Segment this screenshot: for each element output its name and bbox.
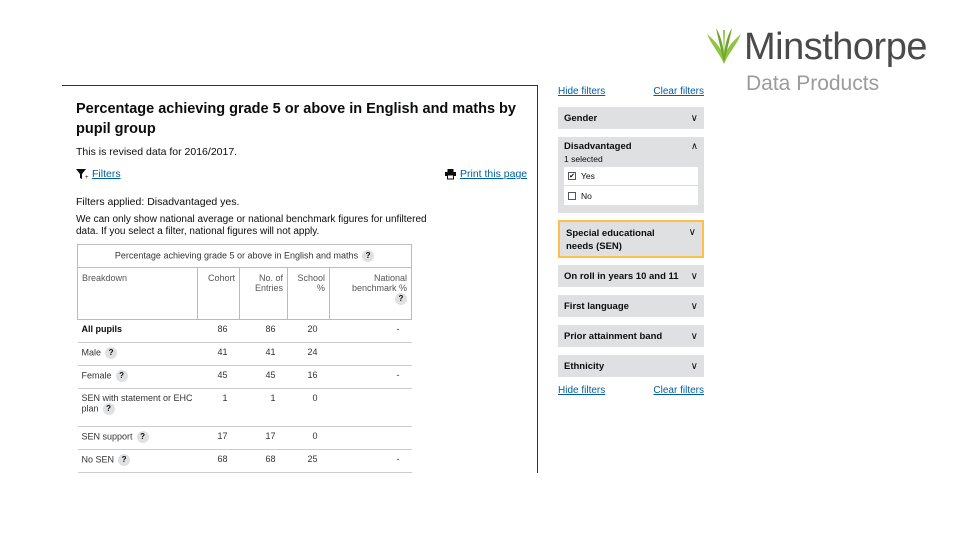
row-label-text: SEN with statement or EHC plan <box>81 393 193 414</box>
col-national-label: National benchmark % <box>351 273 407 293</box>
filter-sen[interactable] <box>558 220 704 258</box>
cell-school: 0 <box>288 389 330 427</box>
row-label-text: No SEN <box>81 454 115 465</box>
brand-sub: Data Products <box>746 72 880 95</box>
filter-ethnicity-label: Ethnicity <box>564 360 605 372</box>
row-label <box>78 366 198 389</box>
print-link-label: Print this page <box>460 168 528 180</box>
cell-cohort: 17 <box>198 427 240 450</box>
chevron-down-icon: ∨ <box>690 112 698 124</box>
help-icon[interactable]: ? <box>395 293 407 305</box>
cell-cohort: 68 <box>198 450 240 473</box>
hide-filters-link[interactable]: Hide filters <box>558 385 606 396</box>
cell-national: - <box>330 320 412 343</box>
col-school: School % <box>288 268 330 320</box>
chevron-down-icon: ∨ <box>688 227 696 238</box>
logo-leaf-icon <box>706 26 742 66</box>
brand-name: Minsthorpe <box>744 26 927 68</box>
row-label <box>78 389 198 427</box>
table-row <box>78 427 412 450</box>
table-row <box>78 389 412 427</box>
filters-link-label: Filters <box>92 168 121 180</box>
cell-school: 16 <box>288 366 330 389</box>
national-note: We can only show national average or national benchmark figures for unfiltered data. If you select a filter, national figures will not apply. <box>76 214 427 237</box>
checkbox-unchecked-icon[interactable] <box>568 192 576 200</box>
cell-entries: 68 <box>240 450 288 473</box>
row-label <box>78 450 198 473</box>
cell-school: 0 <box>288 427 330 450</box>
col-cohort: Cohort <box>198 268 240 320</box>
sidebar-links-bottom <box>558 385 704 396</box>
cell-entries: 17 <box>240 427 288 450</box>
filter-on-roll[interactable] <box>558 265 704 287</box>
row-label-text: Female <box>81 370 112 381</box>
filter-ethnicity[interactable] <box>558 355 704 377</box>
row-label <box>78 427 198 450</box>
chevron-down-icon: ∨ <box>690 360 698 372</box>
option-no-label: No <box>581 190 592 201</box>
cell-school: 25 <box>288 450 330 473</box>
cell-cohort: 45 <box>198 366 240 389</box>
filter-disadvantaged <box>558 137 704 213</box>
results-table <box>77 244 412 473</box>
help-icon[interactable]: ? <box>118 454 130 466</box>
chevron-up-icon: ∧ <box>691 141 698 152</box>
table-row <box>78 366 412 389</box>
filter-gender-label: Gender <box>564 112 598 124</box>
filter-prior-attainment[interactable] <box>558 325 704 347</box>
clear-filters-link[interactable]: Clear filters <box>653 385 704 396</box>
filter-gender[interactable] <box>558 107 704 129</box>
help-icon[interactable]: ? <box>137 431 149 443</box>
filters-link[interactable] <box>76 168 121 180</box>
cell-entries: 86 <box>240 320 288 343</box>
brand-logo <box>706 24 946 100</box>
row-label <box>78 343 198 366</box>
filters-applied-text: Filters applied: Disadvantaged yes. <box>76 196 240 208</box>
help-icon[interactable]: ? <box>105 347 117 359</box>
help-icon[interactable]: ? <box>103 403 115 415</box>
cell-national <box>330 343 412 366</box>
table-row <box>78 320 412 343</box>
option-no[interactable] <box>564 186 698 205</box>
sidebar-links-top <box>558 86 704 97</box>
table-row <box>78 343 412 366</box>
cell-national: - <box>330 450 412 473</box>
hide-filters-link[interactable]: Hide filters <box>558 86 606 97</box>
col-entries: No. of Entries <box>240 268 288 320</box>
cell-cohort: 1 <box>198 389 240 427</box>
cell-school: 20 <box>288 320 330 343</box>
page-title: Percentage achieving grade 5 or above in English and maths by pupil group <box>76 101 516 137</box>
cell-school: 24 <box>288 343 330 366</box>
cell-cohort: 41 <box>198 343 240 366</box>
filter-sen-label: Special educational needs (SEN) <box>566 228 655 252</box>
row-label: All pupils <box>78 320 198 343</box>
clear-filters-link[interactable]: Clear filters <box>653 86 704 97</box>
row-label-text: SEN support <box>81 431 133 442</box>
option-yes-label: Yes <box>581 171 595 181</box>
svg-text:+: + <box>85 175 89 181</box>
filter-disadvantaged-header[interactable] <box>564 141 698 152</box>
col-national <box>330 268 412 320</box>
chevron-down-icon: ∨ <box>690 300 698 312</box>
help-icon[interactable]: ? <box>116 370 128 382</box>
help-icon[interactable]: ? <box>362 250 374 262</box>
cell-national <box>330 389 412 427</box>
chevron-down-icon: ∨ <box>690 330 698 342</box>
cell-national: - <box>330 366 412 389</box>
chevron-down-icon: ∨ <box>690 270 698 282</box>
filter-icon <box>76 169 88 179</box>
cell-cohort: 86 <box>198 320 240 343</box>
filter-prior-attainment-label: Prior attainment band <box>564 330 663 342</box>
filter-disadvantaged-label: Disadvantaged <box>564 141 632 152</box>
filter-first-language-label: First language <box>564 300 629 312</box>
cell-entries: 1 <box>240 389 288 427</box>
printer-icon <box>445 169 456 179</box>
cell-entries: 45 <box>240 366 288 389</box>
filter-on-roll-label: On roll in years 10 and 11 <box>564 270 679 282</box>
checkbox-checked-icon[interactable]: ✔ <box>569 173 575 180</box>
table-caption <box>78 245 412 268</box>
cell-entries: 41 <box>240 343 288 366</box>
print-link[interactable] <box>445 168 527 180</box>
filter-selected-count: 1 selected <box>564 154 603 164</box>
table-row <box>78 450 412 473</box>
report-subtitle: This is revised data for 2016/2017. <box>76 146 238 158</box>
filter-options <box>564 167 698 205</box>
option-yes[interactable] <box>564 167 698 186</box>
filter-first-language[interactable] <box>558 295 704 317</box>
table-caption-text: Percentage achieving grade 5 or above in English and maths <box>114 250 359 261</box>
col-breakdown: Breakdown <box>78 268 198 320</box>
cell-national <box>330 427 412 450</box>
row-label-text: Male <box>81 347 102 358</box>
